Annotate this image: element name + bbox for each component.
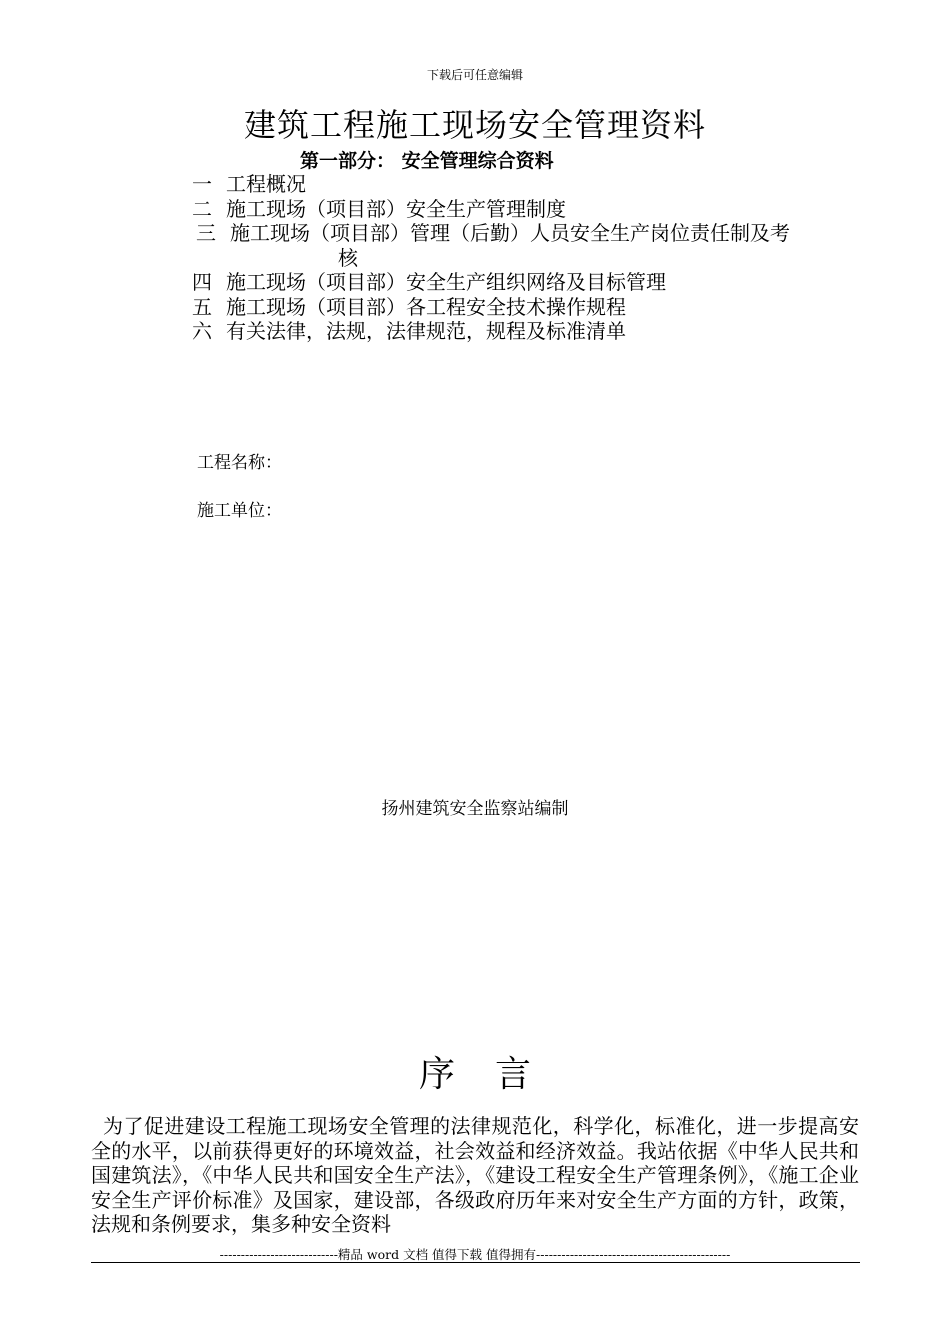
toc-item-text: 施工现场（项目部）各工程安全技术操作规程 — [226, 294, 626, 319]
toc-item-number: 六 — [192, 319, 212, 343]
construction-unit-label: 施工单位： — [197, 501, 282, 521]
toc-item-text: 有关法律，法规，法律规范，规程及标准清单 — [226, 319, 626, 343]
toc-item-number: 一 — [192, 172, 212, 196]
toc-item — [192, 221, 872, 246]
toc-item-text: 施工现场（项目部）安全生产管理制度 — [226, 196, 566, 221]
toc-item — [192, 270, 872, 295]
toc-item-number: 四 — [192, 270, 212, 294]
toc-item — [192, 172, 872, 197]
header-note: 下载后可任意编辑 — [426, 68, 523, 82]
toc-item — [192, 295, 872, 320]
table-of-contents — [192, 172, 872, 344]
toc-item-text: 工程概况 — [226, 172, 306, 196]
footer-text: ----------------------------精品 word 文档 值得下载 值得拥有---------------------------------------------- — [219, 1247, 731, 1262]
preface-title: 序言 — [418, 1054, 571, 1095]
toc-item-text: 施工现场（项目部）安全生产组织网络及目标管理 — [226, 270, 666, 294]
toc-item — [192, 319, 872, 344]
document-subtitle: 第一部分： 安全管理综合资料 — [300, 150, 554, 172]
document-title: 建筑工程施工现场安全管理资料 — [243, 106, 706, 144]
toc-item — [192, 197, 872, 222]
toc-item-continuation: 核 — [338, 245, 358, 270]
toc-item-number: 三 — [196, 221, 216, 245]
footer-divider — [91, 1262, 860, 1263]
project-name-label: 工程名称： — [197, 453, 282, 473]
editor-credit: 扬州建筑安全监察站编制 — [381, 799, 569, 819]
toc-item-number: 二 — [192, 196, 212, 221]
toc-item-text: 施工现场（项目部）管理（后勤）人员安全生产岗位责任制及考 — [230, 221, 790, 245]
preface-body: 为了促进建设工程施工现场安全管理的法律规范化，科学化，标准化，进一步提高安全的水平，以前获得更好的环境效益，社会效益和经济效益。我站依据《中华人民共和国建筑法》，《中华人民共和国安全生产法》，《建设工程安全生产管理条例》，《施工企业安全生产评价标准》及国家，建设部，各级政府历年来对安全生产方面的方针，政策，法规和条例要求，集多种安全资料 — [91, 1114, 859, 1236]
toc-item-number: 五 — [192, 294, 212, 319]
